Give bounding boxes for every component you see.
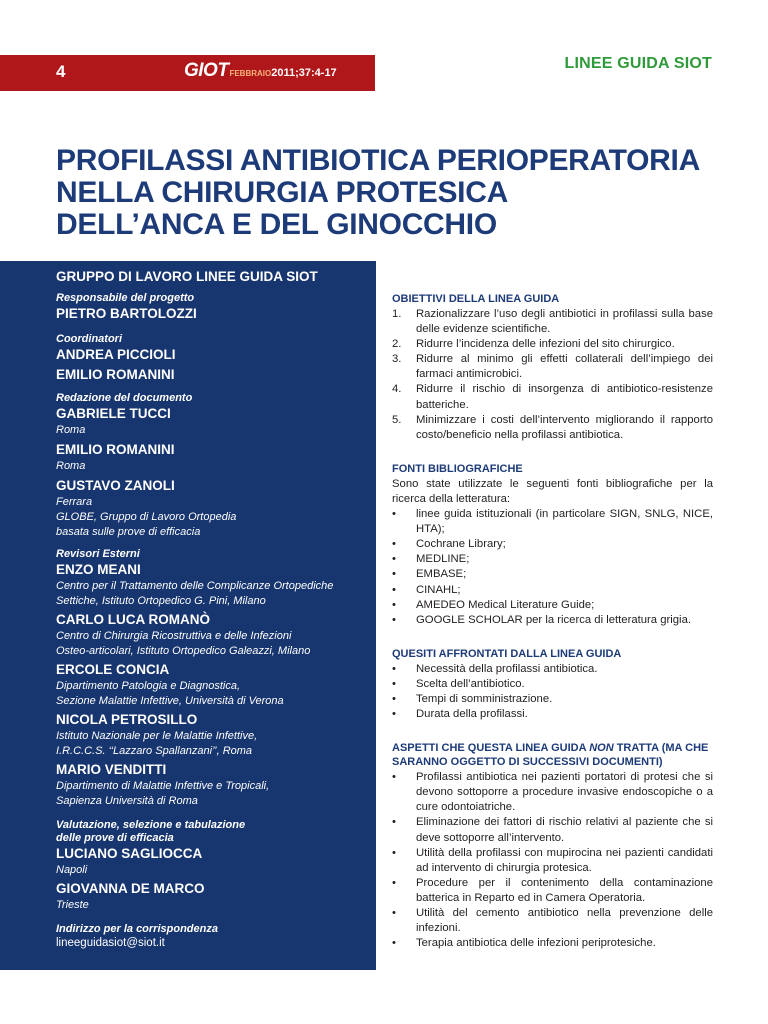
role-label: Redazione del documento xyxy=(56,392,193,404)
section-intro: Sono state utilizzate le seguenti fonti bibliografiche per la ricerca della letteratura: xyxy=(392,477,713,505)
member-affiliation: Roma xyxy=(56,424,86,436)
list-item: • Durata della profilassi. xyxy=(392,708,528,721)
member-affiliation: Centro per il Trattamento delle Complicanze Ortopediche xyxy=(56,580,334,592)
member-affiliation: Centro di Chirurgia Ricostruttiva e delle Infezioni xyxy=(56,630,292,642)
member-affiliation: Dipartimento Patologia e Diagnostica, xyxy=(56,680,241,692)
guideline-content xyxy=(392,292,713,970)
list-item: • Terapia antibiotica delle infezioni periprotesiche. xyxy=(392,937,656,950)
member-affiliation: Istituto Nazionale per le Malattie Infettive, xyxy=(56,730,258,742)
member-affiliation: Ferrara xyxy=(56,496,93,508)
section-heading: FONTI BIBLIOGRAFICHE xyxy=(392,462,523,475)
member-name: MARIO VENDITTI xyxy=(56,762,167,777)
member-name: GABRIELE TUCCI xyxy=(56,406,171,421)
list-item: 4. Ridurre il rischio di insorgenza di antibiotico-resistenze batteriche. xyxy=(392,383,713,411)
role-label: Indirizzo per la corrispondenza xyxy=(56,923,218,935)
member-name: ERCOLE CONCIA xyxy=(56,662,170,677)
role-label: Coordinatori xyxy=(56,333,122,345)
member-affiliation: Settiche, Istituto Ortopedico G. Pini, Milano xyxy=(56,595,266,607)
list-item: • Utilità della profilassi con mupirocina nei pazienti candidati ad intervento di chirurgia protesica. xyxy=(392,846,713,874)
list-item: • EMBASE; xyxy=(392,568,467,581)
member-affiliation: Sezione Malattie Infettive, Università di Verona xyxy=(56,695,284,707)
member-affiliation: Osteo-articolari, Istituto Ortopedico Galeazzi, Milano xyxy=(56,645,311,657)
member-affiliation: Sapienza Università di Roma xyxy=(56,795,198,807)
member-name: ENZO MEANI xyxy=(56,562,141,577)
role-label: Valutazione, selezione e tabulazione xyxy=(56,819,246,831)
member-name: CARLO LUCA ROMANÒ xyxy=(56,612,210,627)
member-name: NICOLA PETROSILLO xyxy=(56,712,198,727)
member-name: GUSTAVO ZANOLI xyxy=(56,478,175,493)
section-heading: QUESITI AFFRONTATI DALLA LINEA GUIDA xyxy=(392,647,622,660)
questions-section xyxy=(392,647,713,722)
member-affiliation: basata sulle prove di efficacia xyxy=(56,526,201,538)
journal-ref: 2011;37:4-17 xyxy=(271,67,337,79)
member-affiliation: Trieste xyxy=(56,899,89,911)
list-item: • Necessità della profilassi antibiotica. xyxy=(392,662,598,675)
list-item: • Tempi di somministrazione. xyxy=(392,692,553,705)
member-affiliation: I.R.C.C.S. ‘‘Lazzaro Spallanzani’’, Roma xyxy=(56,745,253,757)
list-item: • GOOGLE SCHOLAR per la ricerca di letteratura grigia. xyxy=(392,613,691,626)
list-item: • AMEDEO Medical Literature Guide; xyxy=(392,598,595,611)
list-item: • Cochrane Library; xyxy=(392,538,506,551)
list-item: 1. Razionalizzare l’uso degli antibiotici in profilassi sulla base delle evidenze scientifiche. xyxy=(392,308,713,336)
list-item: • CINAHL; xyxy=(392,583,461,596)
journal-month: FEBBRAIO xyxy=(229,69,272,78)
list-item: 2. Ridurre l’incidenza delle infezioni del sito chirurgico. xyxy=(392,338,675,351)
contact-email[interactable]: lineeguidasiot@siot.it xyxy=(56,937,165,949)
list-item: 5. Minimizzare i costi dell’intervento migliorando il rapporto costo/beneficio nella profilassi antibiotica. xyxy=(392,413,713,441)
excluded-topics-section xyxy=(392,741,713,951)
title-line: NELLA CHIRURGIA PROTESICA xyxy=(56,176,508,209)
list-item: 3. Ridurre al minimo gli effetti collaterali dell’impiego dei farmaci antimicrobici. xyxy=(392,353,713,381)
objectives-section xyxy=(392,292,713,443)
member-name: GIOVANNA DE MARCO xyxy=(56,881,205,896)
article-title xyxy=(56,145,716,241)
page-number: 4 xyxy=(56,62,66,81)
list-item: • Utilità del cemento antibiotico nella prevenzione delle infezioni. xyxy=(392,907,713,935)
title-line: PROFILASSI ANTIBIOTICA PERIOPERATORIA xyxy=(56,144,700,177)
section-heading: OBIETTIVI DELLA LINEA GUIDA xyxy=(392,293,560,305)
title-line: DELL’ANCA E DEL GINOCCHIO xyxy=(56,208,497,241)
member-affiliation: Dipartimento di Malattie Infettive e Tropicali, xyxy=(56,780,270,792)
list-item: • Procedure per il contenimento della contaminazione batterica in Reparto ed in Camera Operatoria. xyxy=(392,876,713,904)
member-name: ANDREA PICCIOLI xyxy=(56,347,176,362)
list-item: • linee guida istituzionali (in particolare SIGN, SNLG, NICE, HTA); xyxy=(392,508,713,536)
member-name: PIETRO BARTOLOZZI xyxy=(56,306,197,321)
role-label: Responsabile del progetto xyxy=(56,292,195,304)
working-group-heading: GRUPPO DI LAVORO LINEE GUIDA SIOT xyxy=(56,269,318,284)
journal-logo: GIOT xyxy=(184,60,229,81)
list-item: • MEDLINE; xyxy=(392,553,470,566)
member-affiliation: GLOBE, Gruppo di Lavoro Ortopedia xyxy=(56,511,237,523)
member-name: EMILIO ROMANINI xyxy=(56,367,175,382)
role-label: delle prove di efficacia xyxy=(56,832,174,844)
list-item: • Scelta dell’antibiotico. xyxy=(392,677,525,690)
member-name: LUCIANO SAGLIOCCA xyxy=(56,846,203,861)
sources-section xyxy=(392,462,713,628)
role-label: Revisori Esterni xyxy=(56,548,140,560)
working-group-panel xyxy=(0,261,376,970)
section-tag: LINEE GUIDA SIOT xyxy=(564,55,712,72)
member-name: EMILIO ROMANINI xyxy=(56,442,175,457)
journal-citation xyxy=(184,60,337,82)
list-item: • Eliminazione dei fattori di rischio relativi al paziente che si deve sottoporre all’intervento. xyxy=(392,816,713,844)
list-item: • Profilassi antibiotica nei pazienti portatori di protesi che si devono sottoporre a procedure invasive endoscopiche o a cure odontoiatriche. xyxy=(392,771,713,814)
section-heading: ASPETTI CHE QUESTA LINEA GUIDA NON TRATTA (MA CHE SARANNO OGGETTO DI SUCCESSIVI DOCUMENTI) xyxy=(392,742,709,769)
member-affiliation: Roma xyxy=(56,460,86,472)
member-affiliation: Napoli xyxy=(56,864,88,876)
